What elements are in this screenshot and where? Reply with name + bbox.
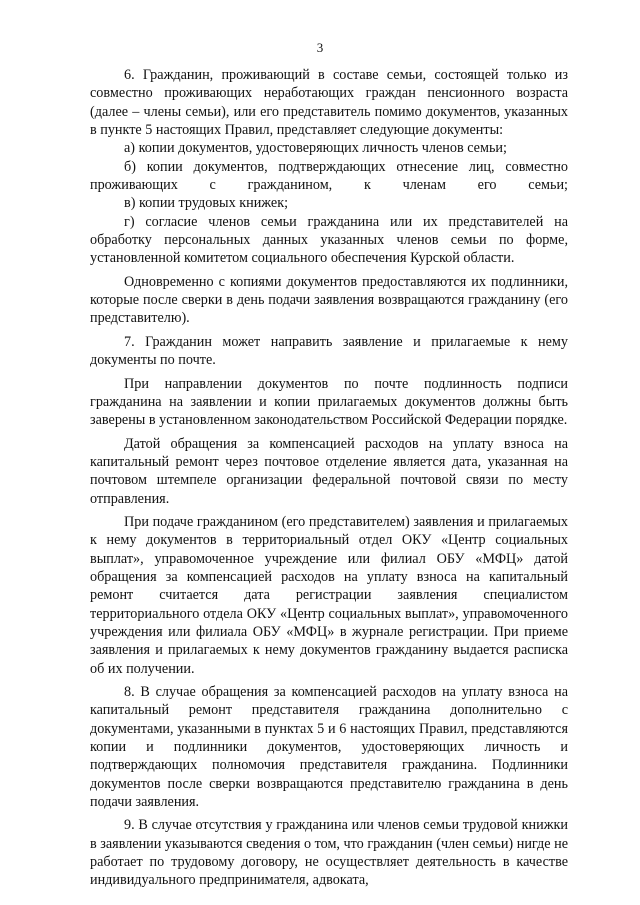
paragraph-6: 6. Гражданин, проживающий в составе семьи, состоящей только из совместно проживающих неработающих граждан пенсионного возраста (далее – члены семьи), или его представитель помимо документов, указанных в пункте 5 настоящих Правил, представляет следующие документы: <box>90 67 568 139</box>
paragraph-6g: г) согласие членов семьи гражданина или их представителей на обработку персональных данных указанных членов семьи по форме, установленной комитетом социального обеспечения Курской области. <box>90 213 568 267</box>
page-number: 3 <box>316 40 324 55</box>
paragraph-mail-date: Датой обращения за компенсацией расходов на уплату взноса на капитальный ремонт через почтовое отделение является дата, указанная на почтовом штемпеле организации федеральной почтовой связи по месту отправления. <box>90 435 568 507</box>
paragraph-9: 9. В случае отсутствия у гражданина или членов семьи трудовой книжки в заявлении указываются сведения о том, что гражданин (член семьи) нигде не работает по трудовому договору, не осуществляет деятельность в качестве индивидуального предпринимателя, адвоката, <box>90 817 568 889</box>
paragraph-6v: в) копии трудовых книжек; <box>124 195 289 212</box>
paragraph-originals: Одновременно с копиями документов предоставляются их подлинники, которые после сверки в день подачи заявления возвращаются гражданину (его представителю). <box>90 273 568 327</box>
paragraph-8: 8. В случае обращения за компенсацией расходов на уплату взноса на капитальный ремонт представителя гражданина дополнительно с документами, указанными в пунктах 5 и 6 настоящих Правил, представляются копии и подлинники документов, удостоверяющих личность и подтверждающих полномочия представителя гражданина. Подлинники документов после сверки возвращаются представителю гражданина в день подачи заявления. <box>90 684 568 811</box>
paragraph-in-person-date: При подаче гражданином (его представителем) заявления и прилагаемых к нему документов в территориальный отдел ОКУ «Центр социальных выплат», управомоченное учреждение или филиал ОБУ «МФЦ» датой обращения за компенсацией расходов на уплату взноса на капитальный ремонт считается дата регистрации заявления специалистом территориального отдела ОКУ «Центр социальных выплат», управомоченного учреждения или филиала ОБУ «МФЦ» в журнале регистрации. При приеме заявления и прилагаемых к нему документов гражданину выдается расписка об их получении. <box>90 513 568 677</box>
document-body <box>90 66 568 890</box>
paragraph-mail-signature: При направлении документов по почте подлинность подписи гражданина на заявлении и копии прилагаемых документов должны быть заверены в установленном законодательством Российской Федерации порядке. <box>90 375 568 429</box>
paragraph-6b: б) копии документов, подтверждающих отнесение лиц, совместно проживающих с гражданином, к членам его семьи; <box>90 158 568 194</box>
paragraph-7: 7. Гражданин может направить заявление и прилагаемые к нему документы по почте. <box>90 333 568 369</box>
paragraph-6a: а) копии документов, удостоверяющих личность членов семьи; <box>124 140 507 157</box>
